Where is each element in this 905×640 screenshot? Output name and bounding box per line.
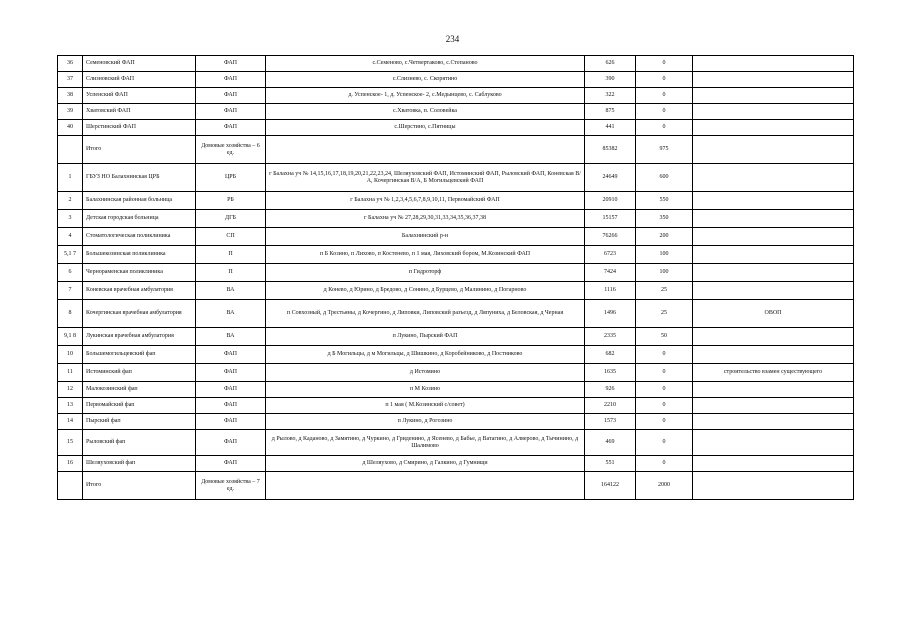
served-areas-cell [266, 472, 585, 500]
served-areas-cell: п Лукино, Пырский ФАП [266, 328, 585, 346]
population-cell: 15157 [585, 210, 636, 228]
beds-cell: 350 [636, 210, 693, 228]
row-number-cell: 16 [58, 456, 83, 472]
row-number-cell: 2 [58, 192, 83, 210]
table-row [58, 88, 854, 104]
row-number-cell: 14 [58, 414, 83, 430]
facility-name-cell: Итого [83, 472, 196, 500]
beds-cell: 0 [636, 72, 693, 88]
facility-type-cell: ФАП [196, 398, 266, 414]
served-areas-cell: п Совхозный, д Трестьяны, д Кочергино, д Липовки, Липовский разъезд, д Ляпуниха, д Беловская, д Черная [266, 300, 585, 328]
note-cell [693, 472, 854, 500]
row-number-cell: 12 [58, 382, 83, 398]
beds-cell: 0 [636, 346, 693, 364]
beds-cell: 0 [636, 88, 693, 104]
served-areas-cell: п М Козино [266, 382, 585, 398]
row-number-cell: 6 [58, 264, 83, 282]
row-number-cell [58, 472, 83, 500]
facility-type-cell: П [196, 246, 266, 264]
beds-cell: 2000 [636, 472, 693, 500]
served-areas-cell: д Конево, д Юрино, д Бредово, д Сонино, д Бурцево, д Малинино, д Погарново [266, 282, 585, 300]
served-areas-cell: с.Хватовка, п. Соловейка [266, 104, 585, 120]
table-row [58, 414, 854, 430]
page-number: 234 [445, 34, 460, 44]
facility-type-cell: ФАП [196, 382, 266, 398]
facilities-table [57, 55, 854, 500]
facility-type-cell: ФАП [196, 88, 266, 104]
facility-name-cell: Слизновский ФАП [83, 72, 196, 88]
population-cell: 1116 [585, 282, 636, 300]
row-number-cell: 3 [58, 210, 83, 228]
served-areas-cell: д. Успенское- 1, д. Успенское- 2, с.Медынцево, с. Саблуково [266, 88, 585, 104]
row-number-cell: 4 [58, 228, 83, 246]
population-cell: 85382 [585, 136, 636, 164]
beds-cell: 200 [636, 228, 693, 246]
note-cell [693, 398, 854, 414]
facility-type-cell: ФАП [196, 414, 266, 430]
facility-type-cell: ФАП [196, 104, 266, 120]
facility-name-cell: Большемогильцевский фап [83, 346, 196, 364]
table-row [58, 282, 854, 300]
row-number-cell: 40 [58, 120, 83, 136]
facility-name-cell: ГБУЗ НО Балахнинская ЦРБ [83, 164, 196, 192]
note-cell [693, 192, 854, 210]
note-cell [693, 346, 854, 364]
facility-name-cell: Шерстинский ФАП [83, 120, 196, 136]
population-cell: 441 [585, 120, 636, 136]
population-cell: 626 [585, 56, 636, 72]
facility-type-cell: СП [196, 228, 266, 246]
facility-name-cell: Большекозинская поликлиника [83, 246, 196, 264]
table-row [58, 192, 854, 210]
note-cell [693, 136, 854, 164]
facility-name-cell: Балахнинская районная больница [83, 192, 196, 210]
population-cell: 20910 [585, 192, 636, 210]
served-areas-cell: Балахнинский р-н [266, 228, 585, 246]
facility-name-cell: Истоминский фап [83, 364, 196, 382]
beds-cell: 100 [636, 246, 693, 264]
table-row [58, 136, 854, 164]
note-cell [693, 164, 854, 192]
table-row [58, 472, 854, 500]
note-cell [693, 282, 854, 300]
facility-type-cell: ДГБ [196, 210, 266, 228]
table-row [58, 398, 854, 414]
facility-name-cell: Пырский фап [83, 414, 196, 430]
facility-type-cell: ФАП [196, 346, 266, 364]
beds-cell: 100 [636, 264, 693, 282]
beds-cell: 0 [636, 364, 693, 382]
table-row [58, 56, 854, 72]
beds-cell: 0 [636, 456, 693, 472]
served-areas-cell [266, 136, 585, 164]
note-cell [693, 72, 854, 88]
note-cell [693, 414, 854, 430]
facility-type-cell: ВА [196, 300, 266, 328]
served-areas-cell: д Б Могильцы, д м Могильцы, д Шишкино, д Коробейниково, д Постниково [266, 346, 585, 364]
facility-type-cell: РБ [196, 192, 266, 210]
note-cell [693, 264, 854, 282]
population-cell: 390 [585, 72, 636, 88]
row-number-cell: 9,1 8 [58, 328, 83, 346]
facility-type-cell: ФАП [196, 456, 266, 472]
row-number-cell: 37 [58, 72, 83, 88]
population-cell: 7424 [585, 264, 636, 282]
served-areas-cell: п Гидроторф [266, 264, 585, 282]
facility-name-cell: Хватовский ФАП [83, 104, 196, 120]
facility-name-cell: Рыловский фап [83, 430, 196, 456]
table-row [58, 246, 854, 264]
row-number-cell: 10 [58, 346, 83, 364]
served-areas-cell: д Шеляухово, д Смирино, д Галкино, д Гумнищи [266, 456, 585, 472]
facility-name-cell: Кочергинская врачебная амбулатория [83, 300, 196, 328]
beds-cell: 0 [636, 104, 693, 120]
served-areas-cell: д Рылово, д Каданово, д Замятино, д Чуркино, д Гриденино, д Ясенево, д Бабье, д Ватагино, д Алверово, д Тычинино, д Шалимово [266, 430, 585, 456]
facility-type-cell: П [196, 264, 266, 282]
beds-cell: 0 [636, 56, 693, 72]
row-number-cell: 5,1 7 [58, 246, 83, 264]
table-row [58, 104, 854, 120]
beds-cell: 975 [636, 136, 693, 164]
note-cell: строительство взамен существующего [693, 364, 854, 382]
population-cell: 875 [585, 104, 636, 120]
population-cell: 24649 [585, 164, 636, 192]
population-cell: 469 [585, 430, 636, 456]
row-number-cell: 36 [58, 56, 83, 72]
table-row [58, 164, 854, 192]
served-areas-cell: с.Шерстино, с.Пятницы [266, 120, 585, 136]
population-cell: 926 [585, 382, 636, 398]
beds-cell: 0 [636, 430, 693, 456]
table-row [58, 382, 854, 398]
facility-type-cell: ФАП [196, 430, 266, 456]
table-row [58, 264, 854, 282]
facility-type-cell: ЦРБ [196, 164, 266, 192]
table-row [58, 228, 854, 246]
row-number-cell: 11 [58, 364, 83, 382]
population-cell: 682 [585, 346, 636, 364]
facility-type-cell: ФАП [196, 120, 266, 136]
beds-cell: 25 [636, 300, 693, 328]
facility-type-cell: ФАП [196, 72, 266, 88]
population-cell: 2210 [585, 398, 636, 414]
population-cell: 76266 [585, 228, 636, 246]
row-number-cell: 7 [58, 282, 83, 300]
row-number-cell: 39 [58, 104, 83, 120]
facility-type-cell: ФАП [196, 364, 266, 382]
note-cell [693, 430, 854, 456]
beds-cell: 50 [636, 328, 693, 346]
facility-name-cell: Итого [83, 136, 196, 164]
table-row [58, 120, 854, 136]
population-cell: 1496 [585, 300, 636, 328]
population-cell: 6723 [585, 246, 636, 264]
note-cell [693, 228, 854, 246]
served-areas-cell: г Балахна уч № 1,2,3,4,5,6,7,8,9,10,11, Первомайский ФАП [266, 192, 585, 210]
facility-name-cell: Семеновский ФАП [83, 56, 196, 72]
served-areas-cell: с.Слизнево, с. Скорятино [266, 72, 585, 88]
population-cell: 1573 [585, 414, 636, 430]
facility-type-cell: Домовые хозяйства – 6 ед. [196, 136, 266, 164]
table-row [58, 72, 854, 88]
beds-cell: 0 [636, 398, 693, 414]
beds-cell: 550 [636, 192, 693, 210]
served-areas-cell: д Истомино [266, 364, 585, 382]
note-cell [693, 382, 854, 398]
row-number-cell: 8 [58, 300, 83, 328]
beds-cell: 0 [636, 120, 693, 136]
table-row [58, 364, 854, 382]
row-number-cell: 13 [58, 398, 83, 414]
served-areas-cell: п Б Козино, п Лихово, п Костенево, п 1 мая, Лиховский бором, М.Козинский ФАП [266, 246, 585, 264]
population-cell: 551 [585, 456, 636, 472]
served-areas-cell: с.Семеново, с.Четвертаково, с.Степаново [266, 56, 585, 72]
population-cell: 322 [585, 88, 636, 104]
note-cell [693, 456, 854, 472]
beds-cell: 0 [636, 382, 693, 398]
population-cell: 1635 [585, 364, 636, 382]
beds-cell: 25 [636, 282, 693, 300]
served-areas-cell: п 1 мая ( М.Козинский с/совет) [266, 398, 585, 414]
beds-cell: 0 [636, 414, 693, 430]
served-areas-cell: г Балахна уч № 14,15,16,17,18,19,20,21,22,23,24, Шеляуховский ФАП, Истоминский ФАП, Рыловский ФАП, Коневская В/А, Кочергинская В/А, Б Могильцевский ФАП [266, 164, 585, 192]
facility-name-cell: Чернораменская поликлиника [83, 264, 196, 282]
facility-name-cell: Детская городская больница [83, 210, 196, 228]
facility-type-cell: ВА [196, 282, 266, 300]
row-number-cell: 38 [58, 88, 83, 104]
table-row [58, 328, 854, 346]
note-cell [693, 104, 854, 120]
row-number-cell: 1 [58, 164, 83, 192]
note-cell [693, 120, 854, 136]
facility-name-cell: Стоматологическая поликлиника [83, 228, 196, 246]
facility-type-cell: ВА [196, 328, 266, 346]
facility-name-cell: Успенский ФАП [83, 88, 196, 104]
row-number-cell [58, 136, 83, 164]
table-row [58, 210, 854, 228]
table-row [58, 456, 854, 472]
served-areas-cell: п Лукино, д Рогозино [266, 414, 585, 430]
note-cell: ОВОП [693, 300, 854, 328]
facility-name-cell: Лукинская врачебная амбулатория [83, 328, 196, 346]
facility-name-cell: Коневская врачебная амбулатория [83, 282, 196, 300]
note-cell [693, 56, 854, 72]
note-cell [693, 210, 854, 228]
population-cell: 2335 [585, 328, 636, 346]
facility-name-cell: Первомайский фап [83, 398, 196, 414]
note-cell [693, 246, 854, 264]
table-row [58, 346, 854, 364]
served-areas-cell: г Балахна уч № 27,28,29,30,31,33,34,35,36,37,38 [266, 210, 585, 228]
population-cell: 164122 [585, 472, 636, 500]
table-row [58, 300, 854, 328]
note-cell [693, 88, 854, 104]
facility-name-cell: Шеляуховский фап [83, 456, 196, 472]
beds-cell: 600 [636, 164, 693, 192]
facility-type-cell: Домовые хозяйства – 7 ед. [196, 472, 266, 500]
facility-name-cell: Малокозинский фап [83, 382, 196, 398]
row-number-cell: 15 [58, 430, 83, 456]
table-row [58, 430, 854, 456]
note-cell [693, 328, 854, 346]
facility-type-cell: ФАП [196, 56, 266, 72]
